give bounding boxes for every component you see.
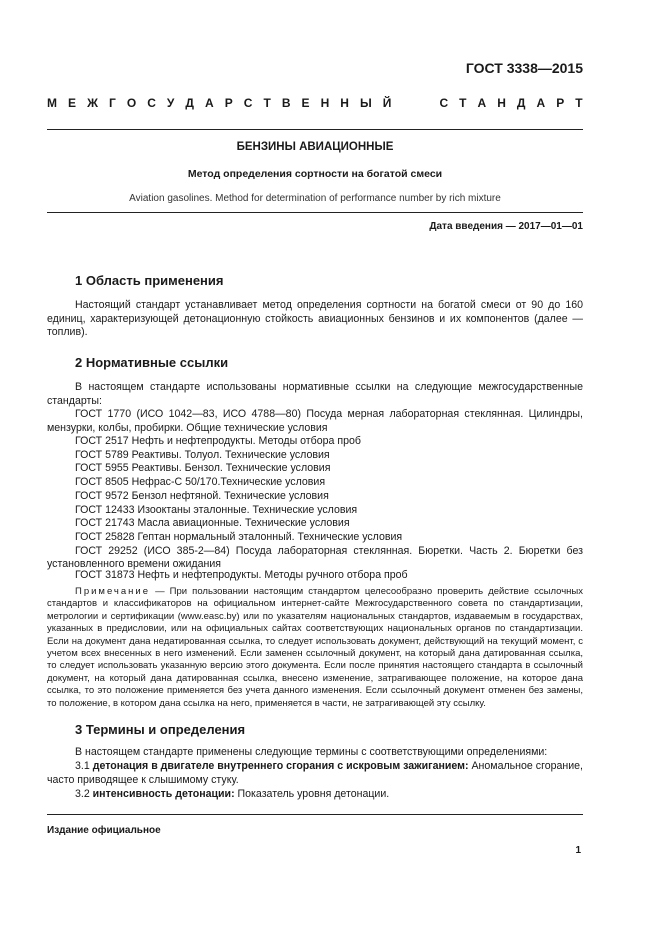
banner-letter: М [47, 96, 57, 110]
document-code: ГОСТ 3338—2015 [465, 60, 583, 76]
ref-item: ГОСТ 5955 Реактивы. Бензол. Технические условия [75, 462, 331, 475]
term-name: интенсивность детонации: [92, 788, 235, 800]
banner-letter: А [477, 96, 487, 110]
banner-letter: В [281, 96, 291, 110]
ref-item: ГОСТ 25828 Гептан нормальный эталонный. Технические условия [75, 530, 403, 543]
banner-letter: Д [185, 96, 194, 110]
term-number: 3.1 [75, 760, 93, 772]
term-definition: Аномальное сгорание, часто приводящее к слышимому стуку. [47, 760, 583, 786]
ref-item: ГОСТ 21743 Масла авиационные. Технические условия [75, 517, 350, 530]
term-number: 3.2 [75, 788, 93, 800]
document-title: БЕНЗИНЫ АВИАЦИОННЫЕ [236, 141, 394, 153]
banner-letter: Т [263, 96, 271, 110]
note-text: — При пользовании настоящим стандартом целесообразно проверить действие ссылочных стандартов и классификаторов на официальном интернет-сайте Межгосударственного совета по стандартизации, метрологии и сертификации (www.easc.by) или по указателям национальных стандартов, издаваемым в государствах, указанных в предисловии, или на официальных сайтах соответствующих национальных органов по стандартизации. Если на документ дана недатированная ссылка, то следует использовать документ, действующий на текущий момент, с учетом всех внесенных в него изменений. Если заменен ссылочный документ, на который дана датированная ссылка, то следует использовать указанную версию этого документа. Если после принятия настоящего стандарта в ссылочный документ, на который дана датированная ссылка, внесено изменение, затрагивающее положение, на которое дана ссылка, то это положение применяется без учета данного изменения. Если ссылочный документ отменен без замены, то положение, в котором дана ссылка на него, применяется в части, не затрагивающей эту ссылку. [47, 586, 583, 709]
footer-rule [47, 814, 583, 815]
banner-letter: С [439, 96, 449, 110]
interstate-standard-banner [47, 96, 583, 110]
banner-letter: У [166, 96, 175, 110]
banner-letter: А [536, 96, 546, 110]
banner-letter: Н [497, 96, 506, 110]
introduction-date: Дата введения — 2017—01—01 [429, 221, 583, 232]
banner-letter: Д [516, 96, 526, 110]
term-definition: Показатель уровня детонации. [234, 788, 390, 800]
banner-letter: Ж [87, 96, 98, 110]
ref-item: ГОСТ 29252 (ИСО 385-2—84) Посуда лабораторная стеклянная. Бюретки. Часть 2. Бюретки без установленного времени ожидания [47, 544, 583, 571]
section-3-intro: В настоящем стандарте применены следующие термины с соответствующими определениями: [75, 746, 548, 758]
references-note [47, 586, 583, 710]
ref-item: ГОСТ 31873 Нефть и нефтепродукты. Методы ручного отбора проб [75, 569, 408, 581]
banner-letter: Т [575, 96, 583, 110]
banner-letter: С [147, 96, 156, 110]
section-2-heading: 2 Нормативные ссылки [75, 355, 229, 370]
ref-item: ГОСТ 2517 Нефть и нефтепродукты. Методы отбора проб [75, 435, 361, 447]
ref-item: ГОСТ 5789 Реактивы. Толуол. Технические условия [75, 448, 330, 461]
ref-item: ГОСТ 8505 Нефрас-С 50/170.Технические условия [75, 476, 326, 489]
banner-letter: Ы [359, 96, 372, 110]
banner-letter: Н [320, 96, 330, 110]
banner-letter: Е [301, 96, 310, 110]
banner-letter: Т [459, 96, 467, 110]
ref-item: ГОСТ 1770 (ИСО 1042—83, ИСО 4788—80) Посуда мерная лабораторная стеклянная. Цилиндры, мензурки, колбы, пробирки. Общие технические условия [47, 408, 583, 434]
note-label: Примечание [75, 586, 150, 597]
ref-item: ГОСТ 12433 Изооктаны эталонные. Технические условия [75, 503, 358, 516]
term-3-1 [47, 760, 583, 787]
banner-letter: О [126, 96, 137, 110]
banner-letter: Е [68, 96, 77, 110]
title-rule [47, 212, 583, 213]
banner-letter: Й [382, 96, 392, 110]
header-rule [47, 129, 583, 130]
banner-letter: Р [224, 96, 233, 110]
section-1-heading: 1 Область применения [75, 273, 224, 288]
term-name: детонация в двигателе внутреннего сгорания с искровым зажиганием: [92, 760, 469, 772]
banner-letter: Р [556, 96, 565, 110]
page-number: 1 [575, 845, 581, 856]
section-2-intro: В настоящем стандарте использованы нормативные ссылки на следующие межгосударственные стандарты: [47, 381, 583, 407]
banner-letter: Г [108, 96, 116, 110]
banner-gap [402, 96, 428, 110]
section-3-heading: 3 Термины и определения [75, 722, 246, 737]
document-subtitle: Метод определения сортности на богатой смеси [187, 168, 443, 180]
english-title: Aviation gasolines. Method for determination of performance number by rich mixture [129, 193, 501, 204]
ref-item: ГОСТ 9572 Бензол нефтяной. Технические условия [75, 489, 329, 502]
edition-label: Издание официальное [47, 825, 161, 836]
term-3-2 [75, 788, 389, 802]
banner-letter: А [204, 96, 214, 110]
banner-letter: Н [340, 96, 349, 110]
section-1-text: Настоящий стандарт устанавливает метод определения сортности на богатой смеси от 90 до 160 единиц, характеризующей детонационную стойкость авиационных бензинов и их компонентов (далее — топлив). [47, 299, 583, 339]
banner-letter: С [243, 96, 253, 110]
